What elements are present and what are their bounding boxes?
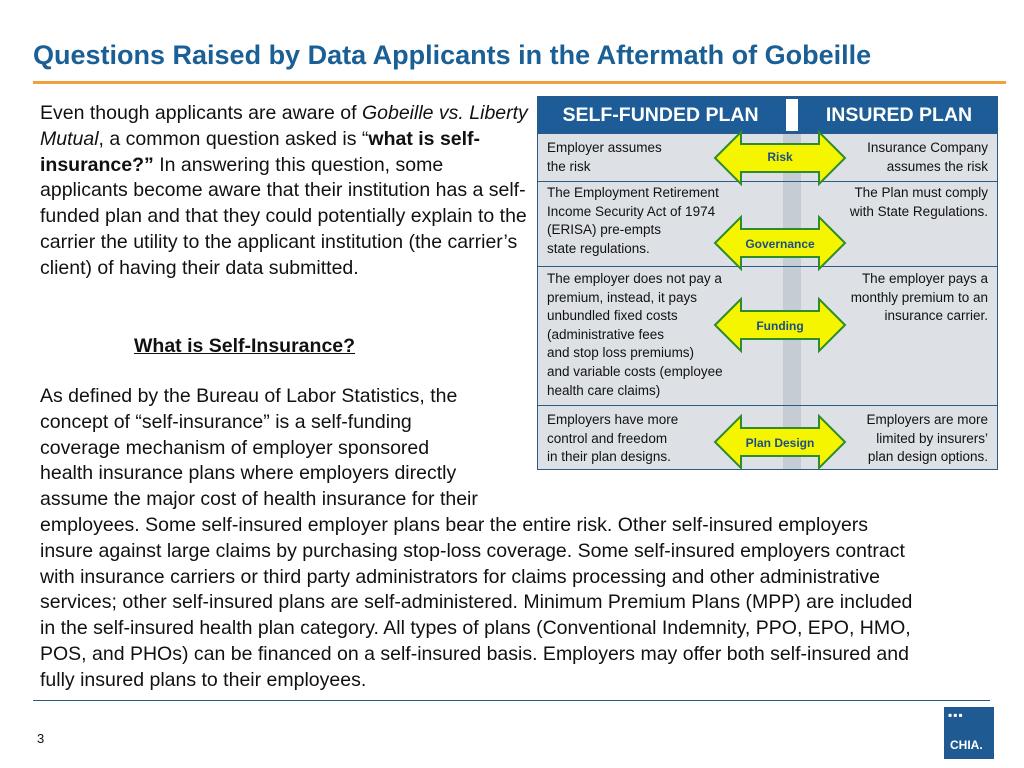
definition-line: employees. Some self-insured employer plans bear the entire risk. Other self-insured employers (40, 513, 869, 536)
governance-arrow-label: Governance (745, 237, 815, 251)
definition-line: POS, and PHOs) can be financed on a self-insured basis. Employers may offer both self-insured and (40, 642, 909, 665)
intro-text-3: In answering this question, some applicants become aware that their institution has a self-funded plan and that they could potentially explain to the carrier the utility to the applicant institution (the carrier’s client) of having their data submitted. (40, 153, 527, 279)
row-divider (538, 405, 997, 406)
risk-arrow-label: Risk (767, 150, 793, 164)
governance-insured-cell: The Plan must comply with State Regulations. (849, 185, 988, 219)
funding-arrow-label: Funding (756, 319, 804, 333)
title-divider (33, 81, 1006, 84)
plan-design-arrow-label: Plan Design (745, 436, 815, 450)
logo-text: CHIA. (950, 738, 983, 752)
definition-line: fully insured plans to their employees. (40, 668, 367, 691)
governance-self-funded-cell: The Employment Retirement Income Security Act of 1974 (ERISA) pre-empts state regulations. (547, 185, 719, 256)
definition-line: concept of “self-insurance” is a self-funding (40, 410, 412, 433)
page-title: Questions Raised by Data Applicants in the Aftermath of Gobeille (33, 40, 872, 70)
funding-insured-cell: The employer pays a monthly premium to an insurance carrier. (850, 271, 988, 324)
risk-self-funded-cell: Employer assumes the risk (547, 140, 662, 174)
intro-question: what is self-insurance?” (40, 127, 481, 176)
plan-design-insured-cell: Employers are more limited by insurers’ plan design options. (866, 412, 988, 465)
footer-divider (33, 700, 990, 701)
funding-self-funded-cell: The employer does not pay a premium, instead, it pays unbundled fixed costs (administrative fees and stop loss premiums) and variable costs (employee health care claims) (547, 271, 723, 398)
plan-design-self-funded-cell: Employers have more control and freedom in their plan designs. (547, 412, 679, 465)
self-funded-header: SELF-FUNDED PLAN (538, 97, 783, 133)
definition-line: health insurance plans where employers directly (40, 462, 457, 485)
page-number: 3 (37, 731, 45, 746)
definition-line: assume the major cost of health insurance for their (40, 488, 478, 511)
definition-line: insure against large claims by purchasing stop-loss coverage. Some self-insured employers contract (40, 539, 905, 562)
case-name: Gobeille vs. Liberty Mutual (40, 102, 528, 150)
insured-header: INSURED PLAN (801, 97, 997, 133)
intro-text-1: Even though applicants are aware of (40, 102, 362, 124)
definition-line: As defined by the Bureau of Labor Statistics, the (40, 385, 458, 407)
definition-line: in the self-insured health plan category. All types of plans (Conventional Indemnity, PPO, EPO, HMO, (40, 617, 911, 640)
intro-text-2: , a common question asked is “ (98, 127, 369, 150)
definition-line: with insurance carriers or third party administrators for claims processing and other administrative (40, 565, 880, 588)
definition-line: services; other self-insured plans are self-administered. Minimum Premium Plans (MPP) are included (40, 591, 913, 614)
definition-line: coverage mechanism of employer sponsored (40, 436, 430, 459)
logo-dots-icon: ▪▪▪ (948, 708, 964, 722)
intro-paragraph (40, 101, 530, 282)
risk-insured-cell: Insurance Company assumes the risk (867, 140, 988, 174)
section-subheading: What is Self-Insurance? (134, 335, 356, 357)
chia-logo (944, 707, 994, 759)
